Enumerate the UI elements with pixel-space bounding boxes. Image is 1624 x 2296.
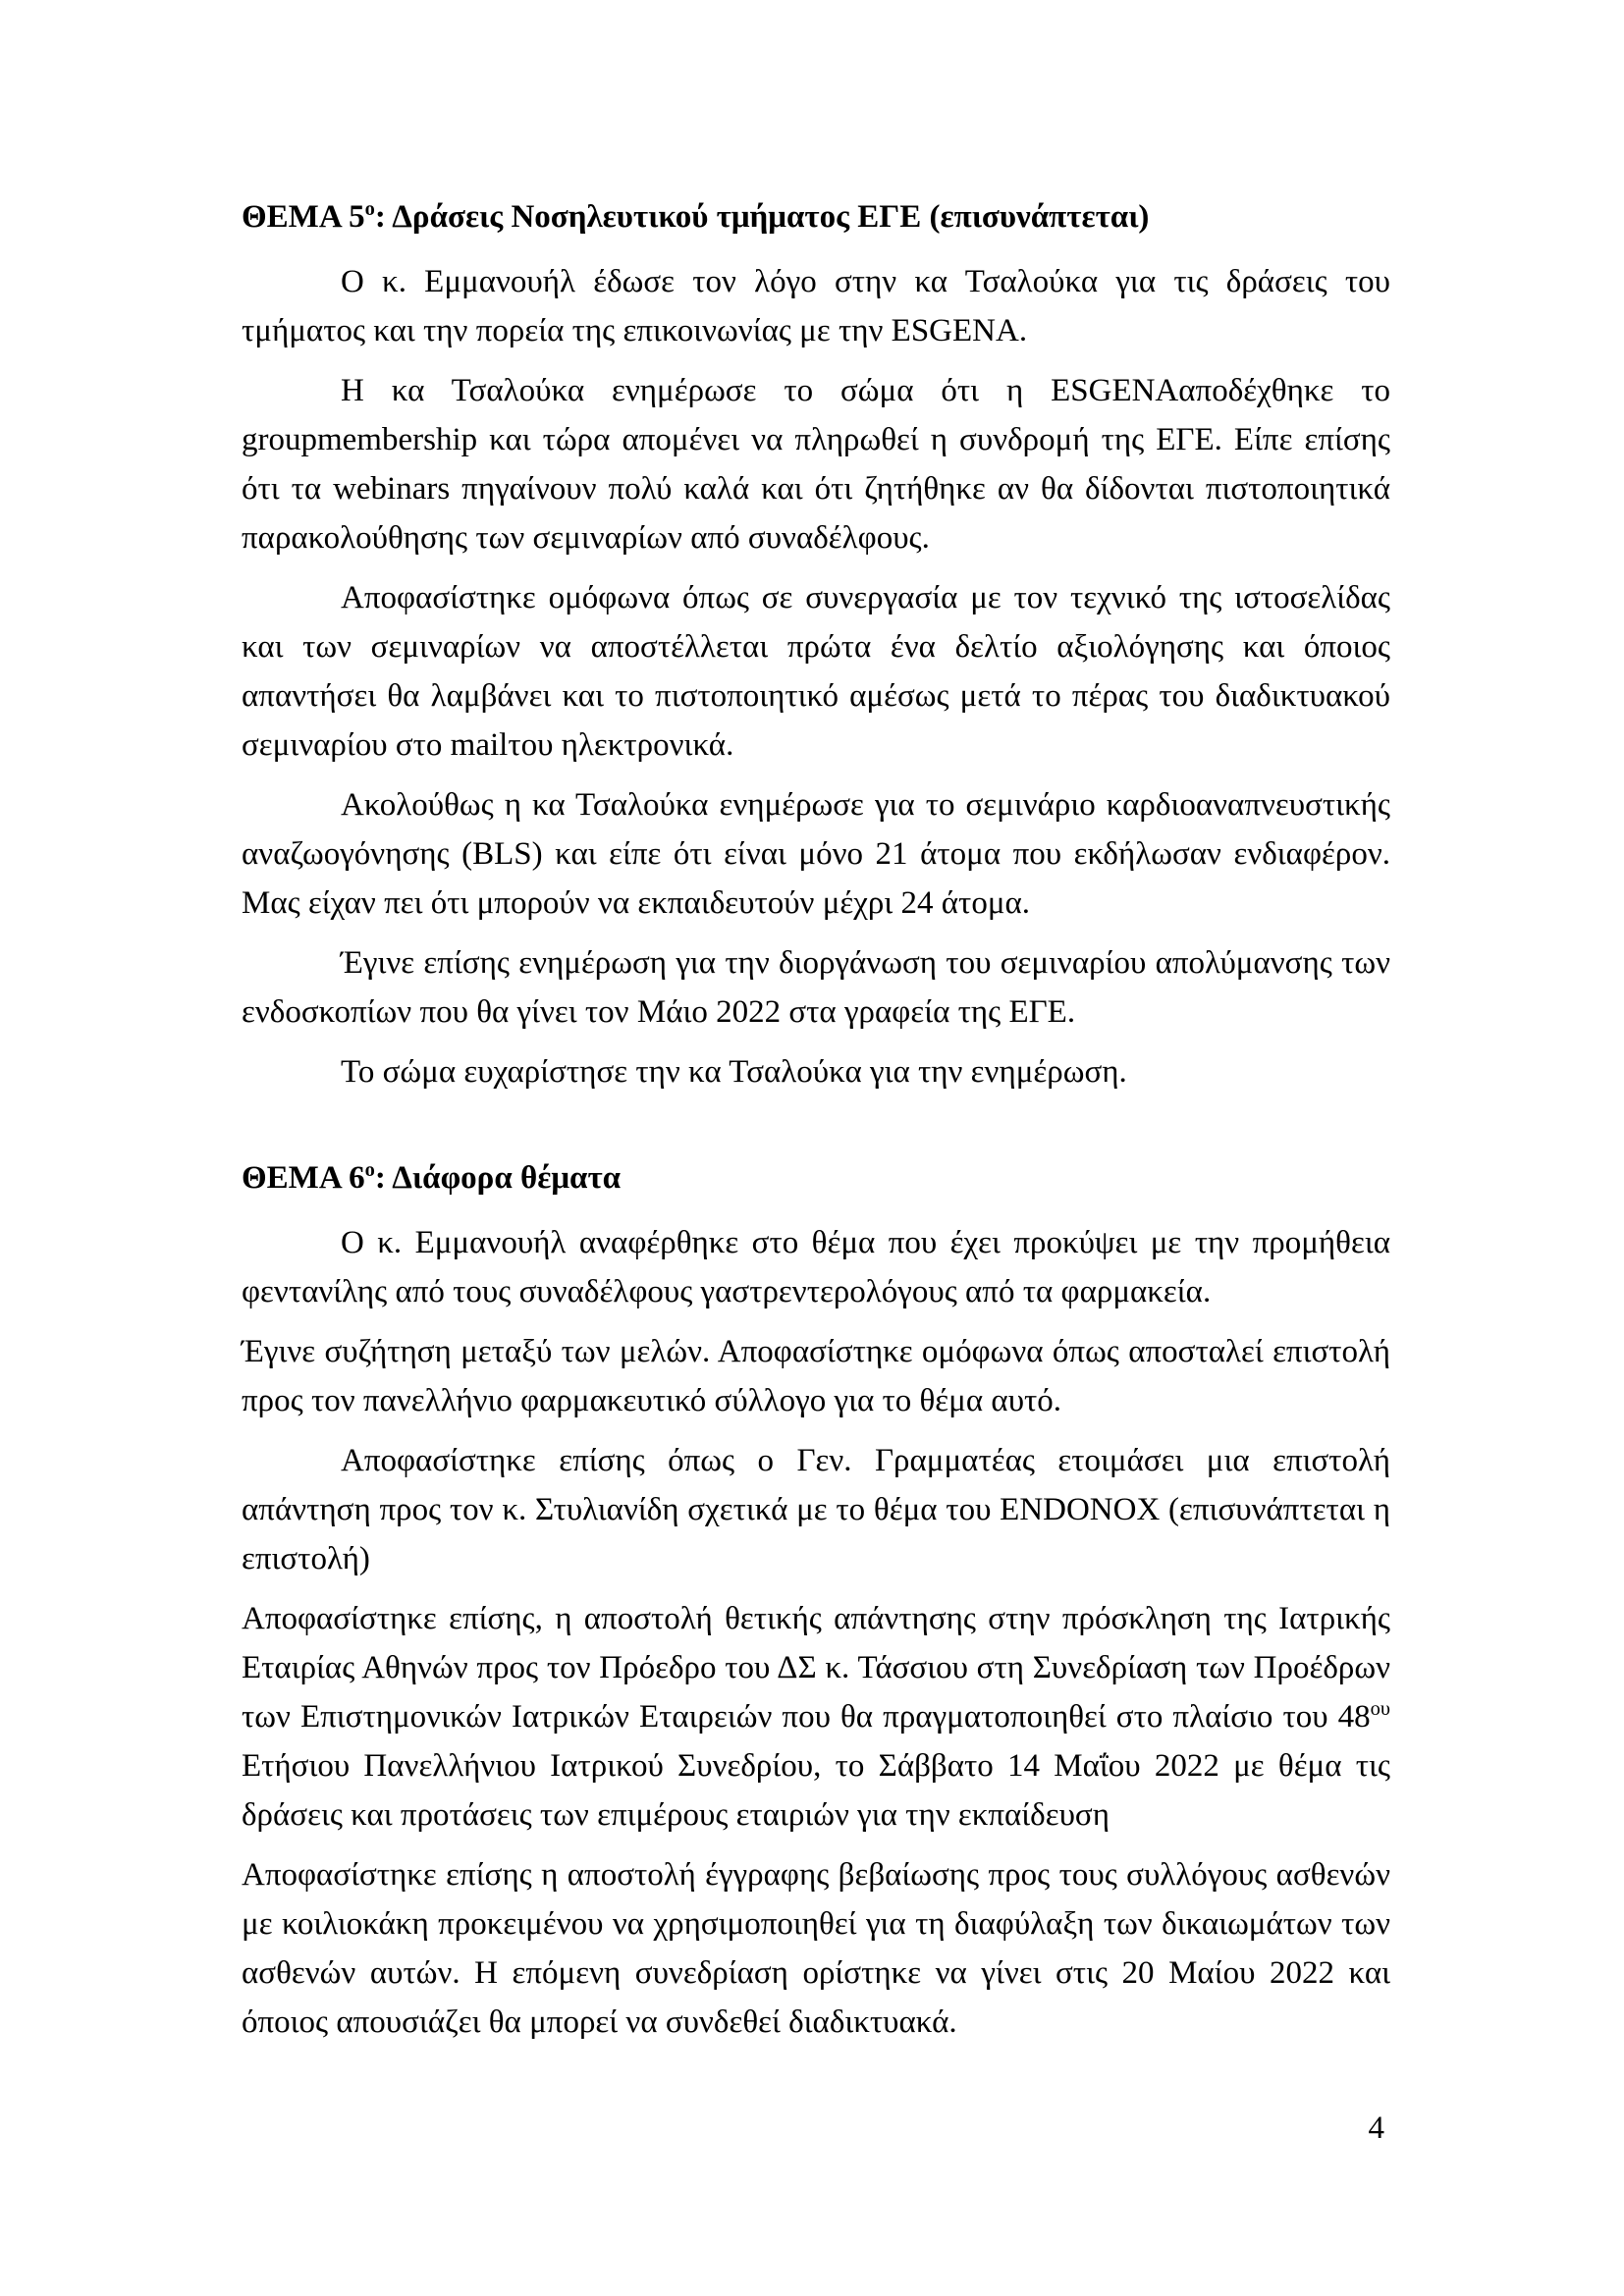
paragraph: Ο κ. Εμμανουήλ αναφέρθηκε στο θέμα που έχει προκύψει με την προμήθεια φεντανίλης από τους συναδέλφους γαστρεντερολόγους από τα φαρμακεία.: [242, 1225, 1390, 1309]
page-number: 4: [1368, 2110, 1384, 2146]
paragraph: Ακολούθως η κα Τσαλούκα ενημέρωσε για το σεμινάριο καρδιοαναπνευστικής αναζωογόνησης (BLS) και είπε ότι είναι μόνο 21 άτομα που εκδήλωσαν ενδιαφέρον. Μας είχαν πει ότι μπορούν να εκπαιδευτούν μέχρι 24 άτομα.: [242, 787, 1390, 921]
section-heading-thema-5: [242, 192, 1390, 241]
paragraph-text: Ετήσιου Πανελλήνιου Ιατρικού Συνεδρίου, το Σάββατο 14 Μαΐου 2022 με θέμα τις δράσεις και προτάσεις των επιμέρους εταιριών για την εκπαίδευση: [242, 1748, 1390, 1833]
paragraph: Ο κ. Εμμανουήλ έδωσε τον λόγο στην κα Τσαλούκα για τις δράσεις του τμήματος και την πορεία της επικοινωνίας με την ESGENA.: [242, 264, 1390, 348]
paragraph: Αποφασίστηκε επίσης η αποστολή έγγραφης βεβαίωσης προς τους συλλόγους ασθενών με κοιλιοκάκη προκειμένου να χρησιμοποιηθεί για τη διαφύλαξη των δικαιωμάτων των ασθενών αυτών. Η επόμενη συνεδρίαση ορίστηκε να γίνει στις 20 Μαίου 2022 και όποιος απουσιάζει θα μπορεί να συνδεθεί διαδικτυακά.: [242, 1857, 1390, 2040]
paragraph: Έγινε συζήτηση μεταξύ των μελών. Αποφασίστηκε ομόφωνα όπως αποσταλεί επιστολή προς τον πανελλήνιο φαρμακευτικό σύλλογο για το θέμα αυτό.: [242, 1334, 1390, 1418]
paragraph: Έγινε επίσης ενημέρωση για την διοργάνωση του σεμιναρίου απολύμανσης των ενδοσκοπίων που θα γίνει τον Μάιο 2022 στα γραφεία της ΕΓΕ.: [242, 945, 1390, 1030]
paragraph: Αποφασίστηκε ομόφωνα όπως σε συνεργασία με τον τεχνικό της ιστοσελίδας και των σεμιναρίων να αποστέλλεται πρώτα ένα δελτίο αξιολόγησης και όποιος απαντήσει θα λαμβάνει και το πιστοποιητικό αμέσως μετά το πέρας του διαδικτυακού σεμιναρίου στο mailτου ηλεκτρονικά.: [242, 580, 1390, 763]
paragraph-text: Αποφασίστηκε επίσης, η αποστολή θετικής απάντησης στην πρόσκληση της Ιατρικής Εταιρίας Αθηνών προς τον Πρόεδρο του ΔΣ κ. Τάσσιου στη Συνεδρίαση των Προέδρων των Επιστημονικών Ιατρικών Εταιρειών που θα πραγματοποιηθεί στο πλαίσιο του 48: [242, 1601, 1390, 1735]
ordinal-sup: ου: [1370, 1698, 1390, 1720]
paragraph: [242, 1594, 1390, 1840]
heading-text: ΘΕΜΑ 6: [242, 1160, 365, 1196]
paragraph: Αποφασίστηκε επίσης όπως ο Γεν. Γραμματέας ετοιμάσει μια επιστολή απάντηση προς τον κ. Στυλιανίδη σχετικά με το θέμα του ENDONOX (επισυνάπτεται η επιστολή): [242, 1443, 1390, 1576]
heading-text: ΘΕΜΑ 5: [242, 199, 365, 235]
heading-text: : Διάφορα θέματα: [374, 1160, 622, 1196]
section-heading-thema-6: [242, 1153, 1390, 1202]
heading-ordinal-sup: ο: [364, 198, 375, 220]
paragraph: Η κα Τσαλούκα ενημέρωσε το σώμα ότι η ESGENAαποδέχθηκε το groupmembership και τώρα απομένει να πληρωθεί η συνδρομή της ΕΓΕ. Είπε επίσης ότι τα webinars πηγαίνουν πολύ καλά και ότι ζητήθηκε αν θα δίδονται πιστοποιητικά παρακολούθησης των σεμιναρίων από συναδέλφους.: [242, 373, 1390, 556]
heading-ordinal-sup: ο: [364, 1159, 375, 1181]
paragraph: Το σώμα ευχαρίστησε την κα Τσαλούκα για την ενημέρωση.: [341, 1054, 1127, 1090]
heading-text: : Δράσεις Νοσηλευτικού τμήματος ΕΓΕ (επισυνάπτεται): [374, 199, 1150, 235]
